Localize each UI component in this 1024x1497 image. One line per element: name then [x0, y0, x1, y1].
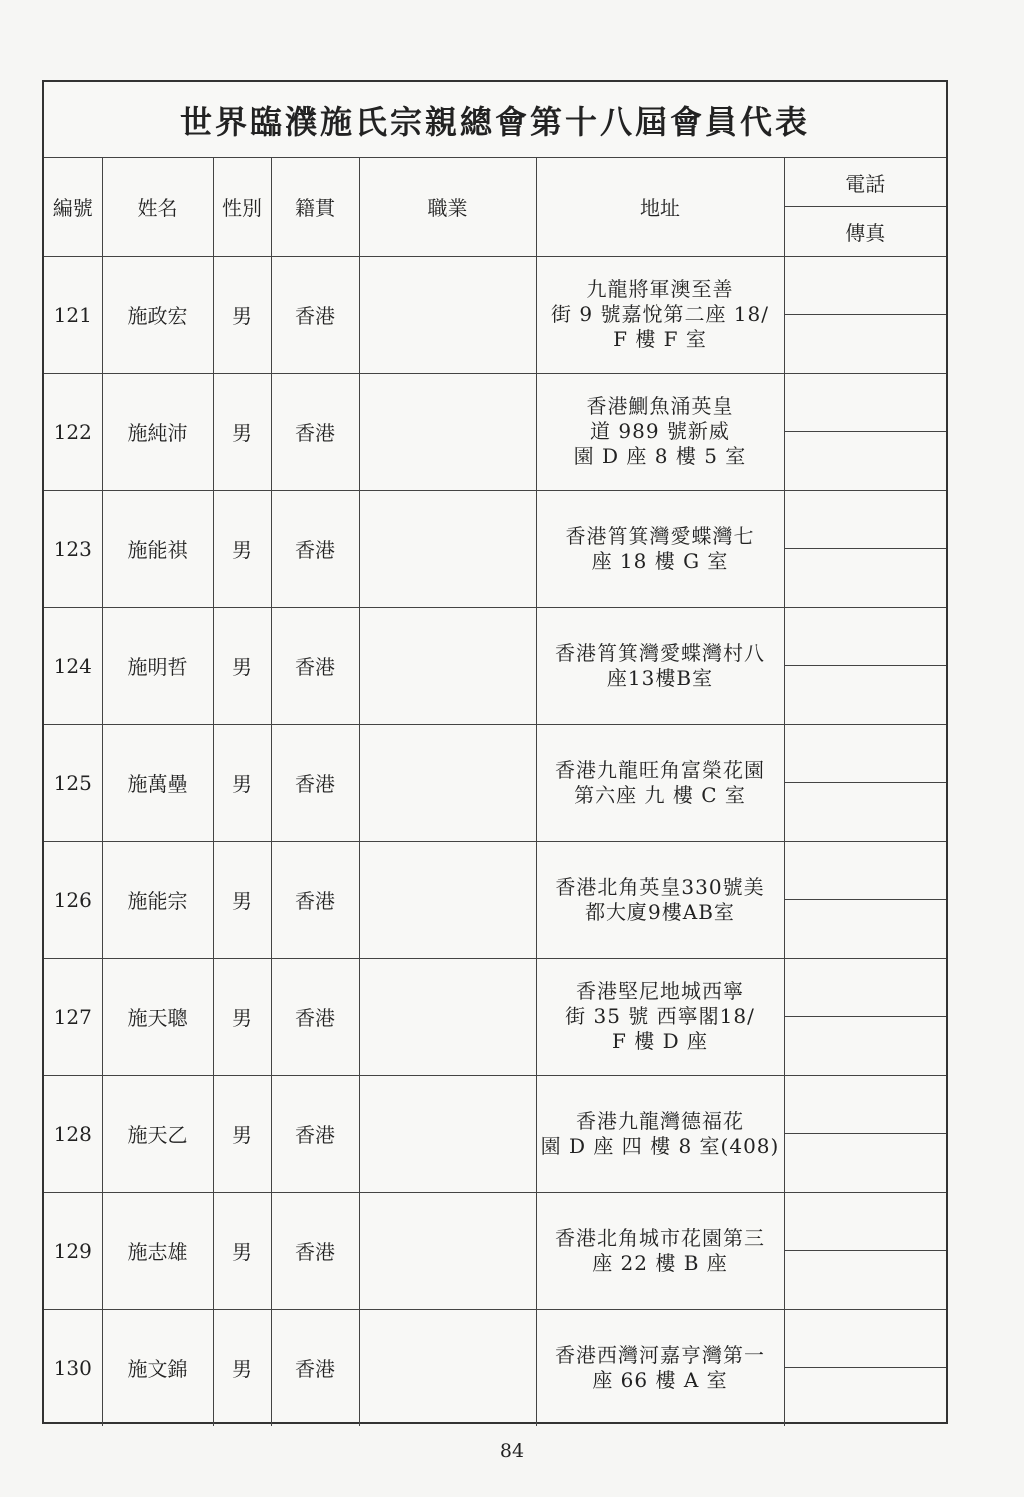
cell-contact — [784, 958, 946, 1075]
cell-name: 施文錦 — [102, 1309, 213, 1426]
cell-fax — [785, 783, 947, 841]
cell-address: 香港筲箕灣愛蝶灣村八 座13樓B室 — [536, 607, 784, 724]
cell-fax — [785, 1251, 947, 1309]
cell-origin: 香港 — [271, 1075, 359, 1192]
cell-name: 施萬壘 — [102, 724, 213, 841]
cell-origin: 香港 — [271, 607, 359, 724]
cell-contact — [784, 607, 946, 724]
cell-occupation — [359, 841, 536, 958]
cell-number: 122 — [44, 373, 102, 490]
cell-address: 香港鰂魚涌英皇 道 989 號新威 園 D 座 8 樓 5 室 — [536, 373, 784, 490]
cell-contact — [784, 373, 946, 490]
header-number: 編號 — [44, 158, 102, 256]
cell-contact — [784, 724, 946, 841]
cell-fax — [785, 666, 947, 724]
cell-address: 香港北角城市花園第三 座 22 樓 B 座 — [536, 1192, 784, 1309]
cell-origin: 香港 — [271, 490, 359, 607]
cell-fax — [785, 1134, 947, 1192]
cell-occupation — [359, 724, 536, 841]
cell-occupation — [359, 1192, 536, 1309]
cell-gender: 男 — [213, 1075, 271, 1192]
cell-name: 施天聰 — [102, 958, 213, 1075]
cell-origin: 香港 — [271, 1192, 359, 1309]
header-name: 姓名 — [102, 158, 213, 256]
cell-fax — [785, 1017, 947, 1075]
cell-occupation — [359, 373, 536, 490]
cell-phone — [785, 374, 947, 433]
cell-origin: 香港 — [271, 256, 359, 373]
header-fax: 傳真 — [845, 220, 886, 245]
table-row — [44, 256, 946, 373]
cell-contact — [784, 490, 946, 607]
table-row — [44, 958, 946, 1075]
page-number: 84 — [499, 1440, 525, 1462]
cell-address: 香港西灣河嘉亨灣第一 座 66 樓 A 室 — [536, 1309, 784, 1426]
table-row — [44, 841, 946, 958]
cell-address: 香港筲箕灣愛蝶灣七 座 18 樓 G 室 — [536, 490, 784, 607]
table-row — [44, 490, 946, 607]
header-phone: 電話 — [785, 158, 947, 207]
header-origin: 籍貫 — [271, 158, 359, 256]
table-row — [44, 1309, 946, 1426]
cell-gender: 男 — [213, 256, 271, 373]
cell-number: 124 — [44, 607, 102, 724]
cell-phone — [785, 959, 947, 1018]
cell-contact — [784, 256, 946, 373]
table-row — [44, 607, 946, 724]
cell-occupation — [359, 1309, 536, 1426]
cell-gender: 男 — [213, 1309, 271, 1426]
cell-contact — [784, 1192, 946, 1309]
page-title: 世界臨濮施氏宗親總會第十八屆會員代表 — [44, 82, 946, 158]
cell-contact — [784, 841, 946, 958]
cell-gender: 男 — [213, 490, 271, 607]
header-occupation: 職業 — [359, 158, 536, 256]
cell-phone — [785, 257, 947, 316]
cell-phone — [785, 1310, 947, 1369]
cell-origin: 香港 — [271, 841, 359, 958]
cell-address: 香港九龍灣德福花 園 D 座 四 樓 8 室(408) — [536, 1075, 784, 1192]
table-row — [44, 1192, 946, 1309]
cell-gender: 男 — [213, 724, 271, 841]
cell-origin: 香港 — [271, 958, 359, 1075]
cell-number: 130 — [44, 1309, 102, 1426]
header-contact — [784, 158, 946, 256]
cell-number: 126 — [44, 841, 102, 958]
cell-number: 123 — [44, 490, 102, 607]
cell-occupation — [359, 256, 536, 373]
cell-gender: 男 — [213, 607, 271, 724]
cell-fax — [785, 1368, 947, 1426]
cell-name: 施明哲 — [102, 607, 213, 724]
cell-fax — [785, 432, 947, 490]
cell-name: 施能祺 — [102, 490, 213, 607]
roster-frame — [42, 80, 948, 1424]
cell-occupation — [359, 1075, 536, 1192]
member-table — [44, 158, 946, 1426]
table-row — [44, 1075, 946, 1192]
cell-number: 128 — [44, 1075, 102, 1192]
cell-fax — [785, 315, 947, 373]
cell-name: 施純沛 — [102, 373, 213, 490]
cell-number: 121 — [44, 256, 102, 373]
cell-origin: 香港 — [271, 1309, 359, 1426]
table-header-row — [44, 158, 946, 256]
cell-phone — [785, 725, 947, 784]
cell-phone — [785, 842, 947, 901]
cell-phone — [785, 608, 947, 667]
cell-address: 香港九龍旺角富榮花園 第六座 九 樓 C 室 — [536, 724, 784, 841]
cell-gender: 男 — [213, 958, 271, 1075]
cell-fax — [785, 549, 947, 607]
cell-phone — [785, 1076, 947, 1135]
cell-number: 125 — [44, 724, 102, 841]
cell-contact — [784, 1075, 946, 1192]
cell-origin: 香港 — [271, 373, 359, 490]
cell-address: 香港北角英皇330號美 都大廈9樓AB室 — [536, 841, 784, 958]
cell-phone — [785, 491, 947, 550]
cell-contact — [784, 1309, 946, 1426]
cell-phone — [785, 1193, 947, 1252]
cell-gender: 男 — [213, 373, 271, 490]
cell-occupation — [359, 958, 536, 1075]
cell-fax — [785, 900, 947, 958]
cell-occupation — [359, 607, 536, 724]
cell-name: 施政宏 — [102, 256, 213, 373]
cell-number: 129 — [44, 1192, 102, 1309]
table-row — [44, 724, 946, 841]
header-address: 地址 — [536, 158, 784, 256]
cell-gender: 男 — [213, 1192, 271, 1309]
table-row — [44, 373, 946, 490]
cell-address: 九龍將軍澳至善 街 9 號嘉悅第二座 18/ F 樓 F 室 — [536, 256, 784, 373]
cell-number: 127 — [44, 958, 102, 1075]
cell-name: 施能宗 — [102, 841, 213, 958]
cell-address: 香港堅尼地城西寧 街 35 號 西寧閣18/ F 樓 D 座 — [536, 958, 784, 1075]
header-gender: 性別 — [213, 158, 271, 256]
cell-origin: 香港 — [271, 724, 359, 841]
cell-occupation — [359, 490, 536, 607]
cell-name: 施天乙 — [102, 1075, 213, 1192]
cell-gender: 男 — [213, 841, 271, 958]
cell-name: 施志雄 — [102, 1192, 213, 1309]
